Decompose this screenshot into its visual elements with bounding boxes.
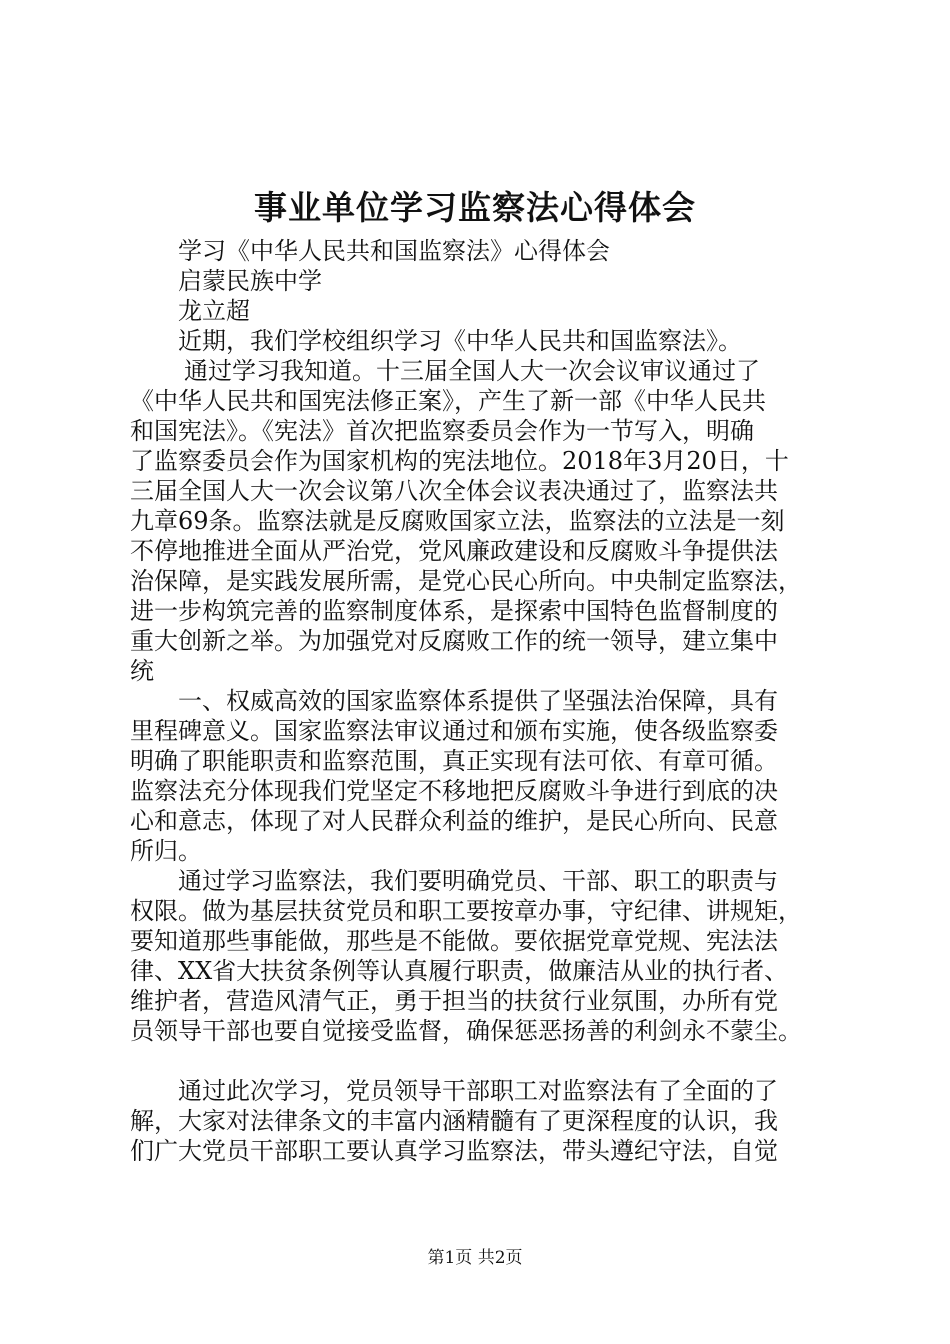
paragraph-line: 们广大党员干部职工要认真学习监察法，带头遵纪守法，自觉 (130, 1137, 778, 1165)
paragraph-line: 明确了职能职责和监察范围，真正实现有法可依、有章可循。 (130, 747, 778, 775)
paragraph-line: 治保障，是实践发展所需，是党心民心所向。中央制定监察法， (130, 567, 802, 595)
paragraph-line: 不停地推进全面从严治党，党风廉政建设和反腐败斗争提供法 (130, 537, 778, 565)
paragraph-line: 权限。做为基层扶贫党员和职工要按章办事，守纪律、讲规矩， (130, 897, 802, 925)
paragraph-line: 心和意志，体现了对人民群众利益的维护，是民心所向、民意 (130, 807, 778, 835)
paragraph-line: 进一步构筑完善的监察制度体系，是探索中国特色监督制度的 (130, 597, 778, 625)
paragraph-line: 要知道那些事能做，那些是不能做。要依据党章党规、宪法法 (130, 927, 778, 955)
paragraph-line: 了监察委员会作为国家机构的宪法地位。2018年3月20日，十 (130, 447, 789, 475)
paragraph-line: 三届全国人大一次会议第八次全体会议表决通过了，监察法共 (130, 477, 778, 505)
paragraph-line: 重大创新之举。为加强党对反腐败工作的统一领导，建立集中 (130, 627, 778, 655)
paragraph-line: 通过学习监察法，我们要明确党员、干部、职工的职责与 (178, 867, 778, 895)
paragraph-line: 一、权威高效的国家监察体系提供了坚强法治保障，具有 (178, 687, 778, 715)
school-line: 启蒙民族中学 (178, 267, 322, 295)
document-body (130, 236, 830, 1166)
author-line: 龙立超 (178, 297, 250, 325)
paragraph-line: 和国宪法》。《宪法》首次把监察委员会作为一节写入，明确 (130, 417, 754, 445)
document-title: 事业单位学习监察法心得体会 (254, 188, 696, 227)
paragraph-line: 律、XX省大扶贫条例等认真履行职责，做廉洁从业的执行者、 (130, 957, 789, 985)
subtitle-line: 学习《中华人民共和国监察法》心得体会 (178, 237, 610, 265)
paragraph-line: 通过学习我知道。十三届全国人大一次会议审议通过了 (184, 357, 760, 385)
paragraph-line: 所归。 (130, 837, 202, 865)
paragraph-line: 统 (130, 657, 154, 685)
page-footer: 第1页 共2页 (427, 1248, 523, 1268)
paragraph-line: 监察法充分体现我们党坚定不移地把反腐败斗争进行到底的决 (130, 777, 778, 805)
paragraph-line: 近期，我们学校组织学习《中华人民共和国监察法》。 (178, 327, 742, 355)
paragraph-line: 通过此次学习，党员领导干部职工对监察法有了全面的了 (178, 1077, 778, 1105)
paragraph-line: 解，大家对法律条文的丰富内涵精髓有了更深程度的认识，我 (130, 1107, 778, 1135)
paragraph-line: 员领导干部也要自觉接受监督，确保惩恶扬善的利剑永不蒙尘。 (130, 1017, 802, 1045)
paragraph-line: 里程碑意义。国家监察法审议通过和颁布实施，使各级监察委 (130, 717, 778, 745)
paragraph-line: 维护者，营造风清气正，勇于担当的扶贫行业氛围，办所有党 (130, 987, 778, 1015)
paragraph-gap (130, 1046, 830, 1076)
paragraph-line: 《中华人民共和国宪法修正案》，产生了新一部《中华人民共 (130, 387, 766, 415)
paragraph-line: 九章69条。监察法就是反腐败国家立法，监察法的立法是一刻 (130, 507, 785, 535)
